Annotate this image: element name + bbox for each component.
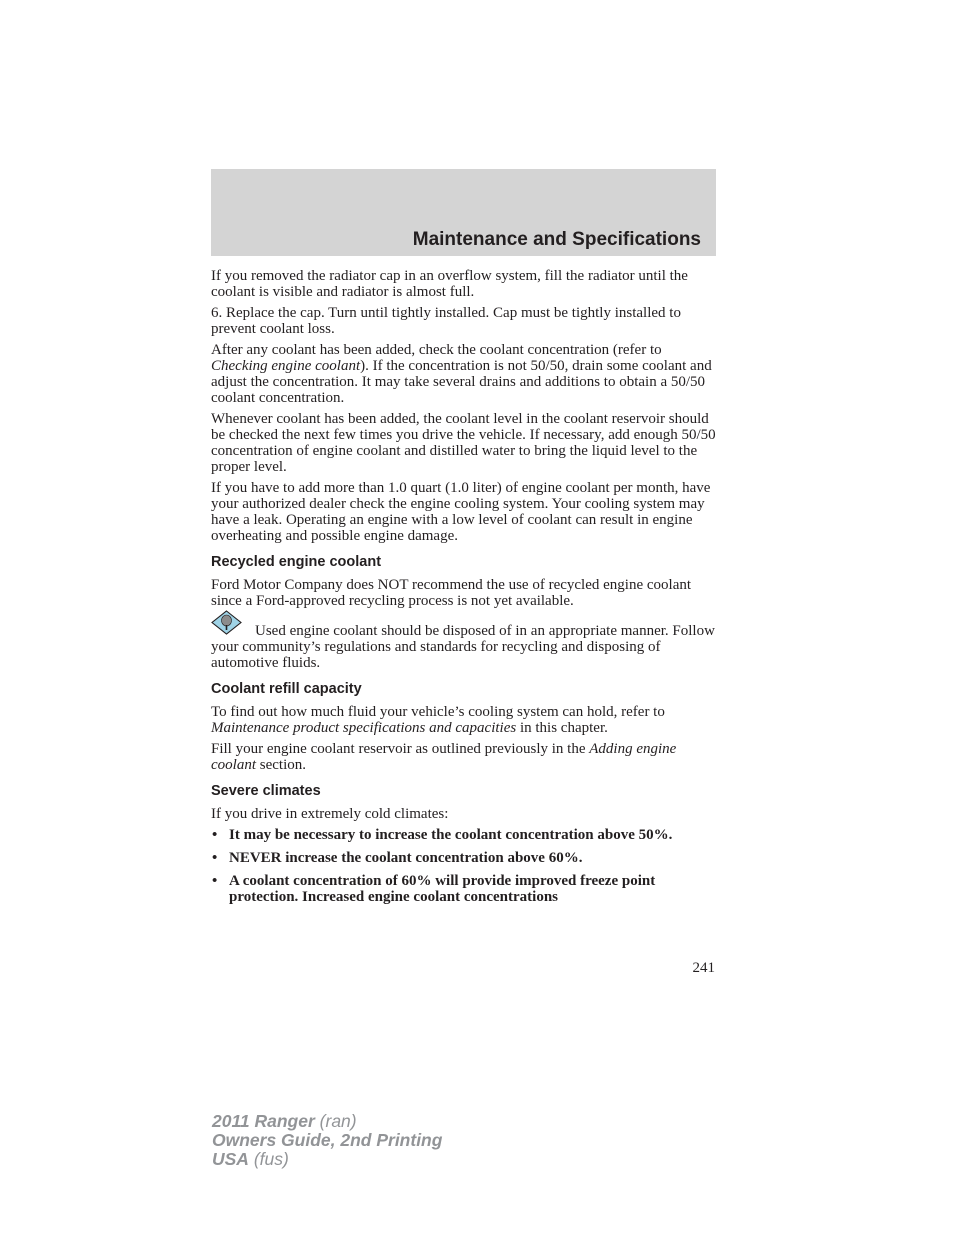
footer-model-code: (ran) [314, 1111, 357, 1131]
section-header-band [211, 169, 716, 256]
paragraph: Ford Motor Company does NOT recommend the use of recycled engine coolant since a Ford-approved recycling process is not yet available. [211, 577, 692, 609]
footer-line-model [212, 1112, 442, 1131]
bullet-text: NEVER increase the coolant concentration above 60%. [229, 850, 583, 866]
footer-model: 2011 Ranger [212, 1111, 315, 1131]
paragraph [211, 741, 719, 773]
cross-reference: Checking engine coolant [211, 358, 361, 374]
footer-line-market [212, 1150, 442, 1169]
bullet-list [211, 827, 719, 905]
bullet-item [211, 827, 719, 843]
section-title: Maintenance and Specifications [412, 229, 701, 250]
text-run: ). If the concentration is not 50/50, drain some coolant and adjust the concentration. It may take several drains and additions to obtain a 50/50 coolant concentration. [211, 358, 712, 406]
text-run: section. [256, 757, 306, 773]
heading-coolant-refill-capacity: Coolant refill capacity [211, 681, 362, 697]
paragraph: 6. Replace the cap. Turn until tightly installed. Cap must be tightly installed to prevent coolant loss. [211, 305, 681, 337]
text-run: in this chapter. [516, 720, 608, 736]
footer-market: USA [212, 1149, 249, 1169]
bullet-marker: • [212, 850, 218, 866]
page-number: 241 [692, 960, 715, 976]
heading-severe-climates: Severe climates [211, 783, 321, 799]
bullet-marker: • [212, 827, 218, 843]
bullet-item [211, 850, 719, 866]
paragraph: If you removed the radiator cap in an overflow system, fill the radiator until the coolant is visible and radiator is almost full. [211, 268, 688, 300]
paragraph [211, 342, 719, 406]
text-run: After any coolant has been added, check the coolant concentration (refer to [211, 342, 662, 358]
environment-note-rest: manner. Follow your community’s regulations and standards for recycling and disposing of automotive fluids. [211, 623, 715, 671]
text-run: Fill your engine coolant reservoir as outlined previously in the [211, 741, 590, 757]
cross-reference: Maintenance product specifications and capacities [211, 720, 517, 736]
bullet-item [211, 873, 719, 905]
text-run: To find out how much fluid your vehicle’s cooling system can hold, refer to [211, 704, 665, 720]
document-footer [212, 1112, 442, 1169]
page-content [211, 268, 719, 912]
footer-line-guide: Owners Guide, 2nd Printing [212, 1130, 443, 1150]
environment-note-lead: Used engine coolant should be disposed of in an appropriate [255, 623, 617, 639]
heading-recycled-coolant: Recycled engine coolant [211, 554, 382, 570]
paragraph [211, 704, 719, 736]
paragraph: If you have to add more than 1.0 quart (1.0 liter) of engine coolant per month, have your authorized dealer check the engine cooling system. Your cooling system may have a leak. Operating an engine with a low level of coolant can result in engine overheating and possible engine damage. [211, 480, 711, 544]
paragraph: If you drive in extremely cold climates: [211, 806, 449, 822]
bullet-marker: • [212, 873, 218, 889]
environment-tree-icon [211, 610, 242, 636]
cross-reference: Adding engine coolant [211, 741, 677, 773]
footer-market-code: (fus) [248, 1149, 289, 1169]
bullet-text: A coolant concentration of 60% will provide improved freeze point protection. Increased engine coolant concentrations [229, 873, 656, 905]
paragraph: Whenever coolant has been added, the coolant level in the coolant reservoir should be checked the next few times you drive the vehicle. If necessary, add enough 50/50 concentration of engine coolant and distilled water to bring the liquid level to the proper level. [211, 411, 716, 475]
environment-note [211, 614, 719, 671]
bullet-text: It may be necessary to increase the coolant concentration above 50%. [229, 827, 673, 843]
